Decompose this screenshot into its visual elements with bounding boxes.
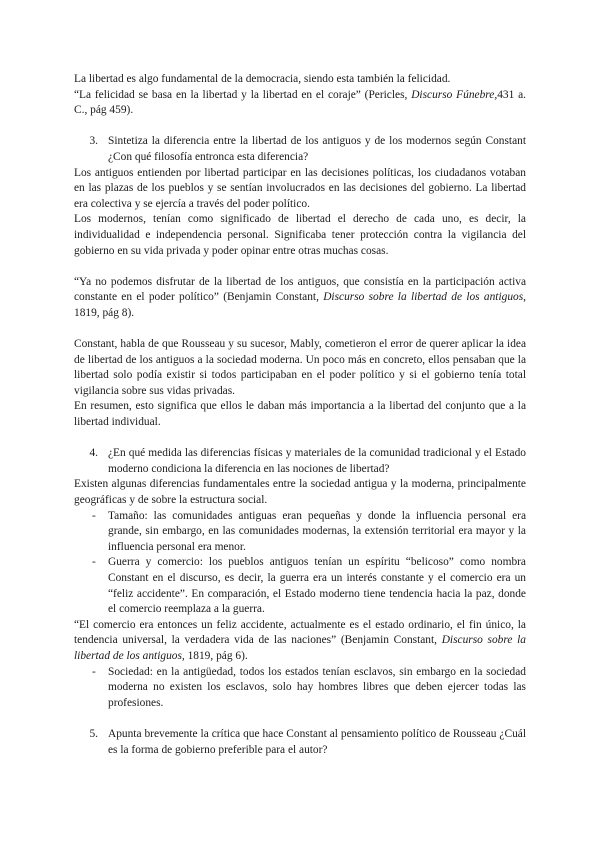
pericles-quote (74, 88, 526, 119)
bullet-text: Tamaño: las comunidades antiguas eran pequeñas y donde la influencia personal era grande, sin embargo, en las comunidades modernas, la extensión territorial era mayor y la influencia personal era menor. (108, 509, 526, 553)
constant-quote (74, 275, 526, 322)
bullet-dash: - (92, 665, 96, 678)
quote-text: “La felicidad se basa en la libertad y la libertad en el coraje” (Pericles, (74, 88, 412, 101)
bullet-text: Guerra y comercio: los pueblos antiguos tenían un espíritu “belicoso” como nombra Constant en el discurso, es decir, la guerra era un interés constante y el comercio era un “feliz accidente”. En comparación, el Estado moderno tiene tendencia hacia la paz, donde el comercio reemplaza a la guerra. (108, 556, 526, 616)
answer-paragraph-antiguos: Los antiguos entienden por libertad participar en las decisiones políticas, los ciudadanos votaban en las plazas de los pueblos y se sentían involucrados en las decisiones del gobierno. La libertad era colectiva y se ejercía a través del poder político. (74, 166, 526, 210)
question-number: 3. (89, 135, 98, 148)
question-3 (74, 134, 526, 165)
bullet-text: Sociedad: en la antigüedad, todos los estados tenían esclavos, sin embargo en la sociedad moderna no existen los esclavos, solo hay hombres libres que deben ejercer todas las profesiones. (108, 665, 526, 709)
question-text: Apunta brevemente la crítica que hace Constant al pensamiento político de Rousseau ¿Cuál es la forma de gobierno preferible para el autor? (108, 727, 526, 756)
bullet-item (74, 555, 526, 617)
quote-citation: 1819, pág 8). (74, 306, 135, 319)
intro-paragraph: La libertad es algo fundamental de la democracia, siendo esta también la felicidad. (74, 73, 451, 85)
question-text: ¿En qué medida las diferencias físicas y materiales de la comunidad tradicional y el Estado moderno condiciona la diferencia en las nociones de libertad? (108, 447, 526, 475)
quote-citation: 1819, pág 6). (184, 649, 248, 662)
document-body (74, 72, 526, 758)
question-number: 4. (89, 447, 98, 460)
quote-text: “El comercio era entonces un feliz accidente, actualmente es el estado ordinario, el fin único, la tendencia universal, la verdadera vida de las naciones” (Benjamin Constant, (74, 618, 526, 647)
answer-paragraph-rousseau: Constant, habla de que Rousseau y su sucesor, Mably, cometieron el error de querer aplicar la idea de libertad de los antiguos a la sociedad moderna. Un poco más en concreto, ellos pensaban que la libertad solo podía existir si todos participaban en el poder político y si el gobierno tenía total vigilancia sobre sus vidas privadas. (74, 338, 526, 397)
question-4 (74, 446, 526, 477)
answer-paragraph-modernos: Los modernos, tenían como significado de libertad el derecho de cada uno, es decir, la individualidad e independencia personal. Significaba tener protección contra la vigilancia del gobierno en su vida privada y poder opinar entre otras muchas cosas. (74, 213, 526, 257)
quote-source-title: Discurso sobre la libertad de los antiguos, (323, 291, 526, 304)
quote-source-title: Discurso sobre la libertad de los antiguos, (74, 634, 526, 662)
answer-paragraph-summary: En resumen, esto significa que ellos le daban más importancia a la libertad del conjunto que a la libertad individual. (74, 400, 526, 429)
bullet-dash: - (92, 556, 96, 569)
bullet-item (74, 509, 526, 556)
question-text: Sintetiza la diferencia entre la libertad de los antiguos y de los modernos según Constant ¿Con qué filosofía entronca esta diferencia? (108, 135, 526, 163)
question-number: 5. (89, 727, 98, 740)
question-5 (74, 727, 526, 758)
quote-citation: 431 a. C., pág 459). (74, 88, 527, 117)
bullet-dash: - (92, 509, 96, 522)
quote-text: “Ya no podemos disfrutar de la libertad de los antiguos, que consistía en la participación activa constante en el poder político” (Benjamin Constant, (74, 275, 526, 304)
bullet-item (74, 665, 526, 712)
answer-paragraph-diferencias: Existen algunas diferencias fundamentales entre la sociedad antigua y la moderna, principalmente geográficas y de sobre la estructura social. (74, 478, 526, 507)
comercio-quote (74, 618, 526, 665)
quote-source-title: Discurso Fúnebre, (411, 88, 498, 101)
